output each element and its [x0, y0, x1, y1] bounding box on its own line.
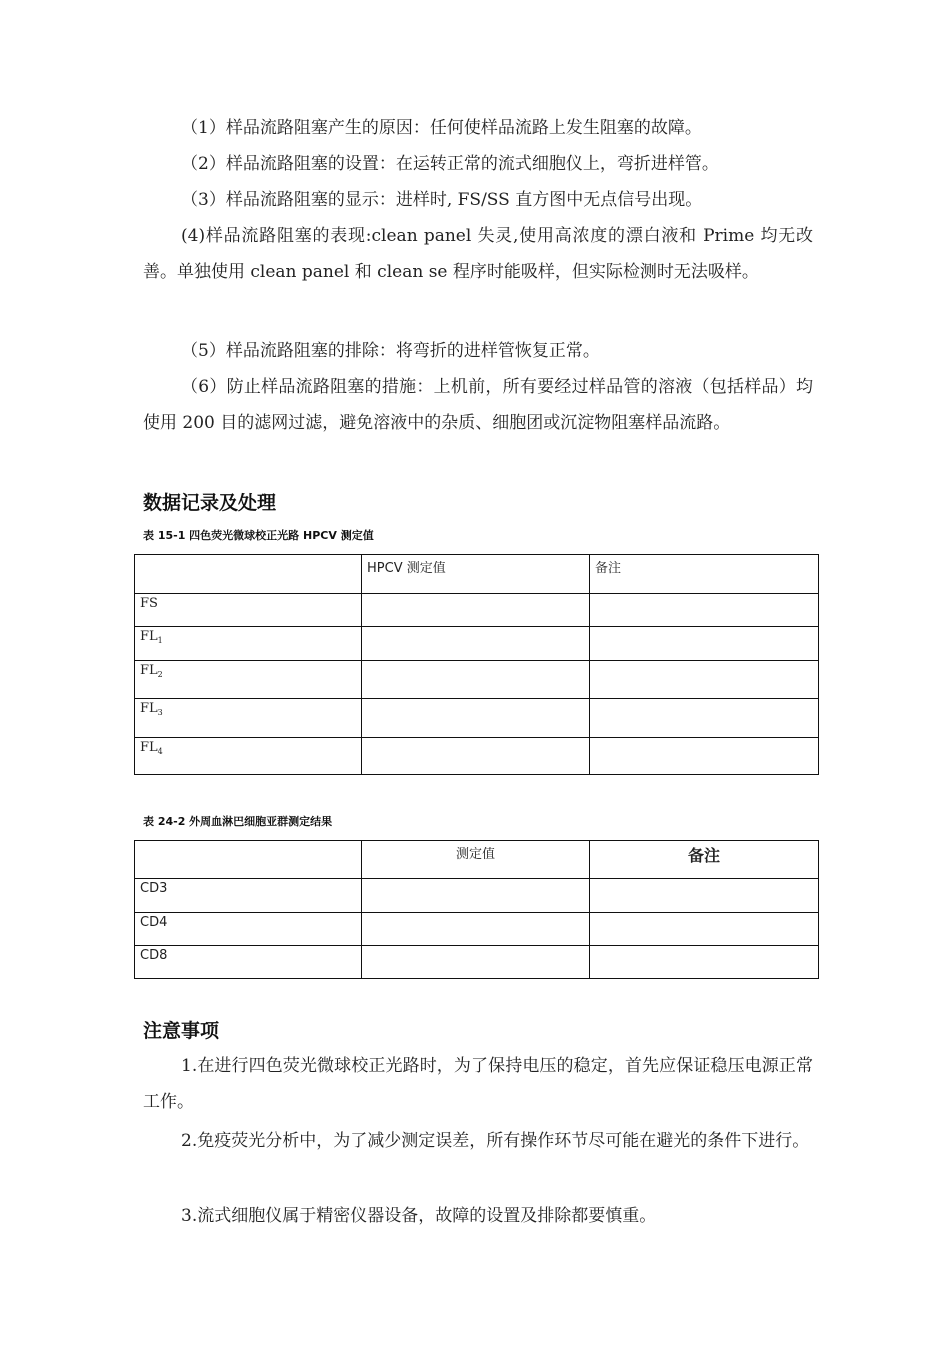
- header-cell-empty: [135, 555, 362, 594]
- row-label: CD4: [135, 913, 362, 946]
- table-row: [135, 594, 819, 627]
- remark-cell[interactable]: [590, 738, 819, 775]
- row-label-subscript: 2: [157, 670, 163, 679]
- value-cell[interactable]: [362, 699, 590, 738]
- header-cell-value: 测定值: [362, 841, 590, 879]
- header-cell-hpcv: HPCV 测定值: [362, 555, 590, 594]
- table-row: [135, 946, 819, 979]
- note-item: 1.在进行四色荧光微球校正光路时，为了保持电压的稳定，首先应保证稳压电源正常工作。: [143, 1056, 813, 1112]
- note-item: 3.流式细胞仪属于精密仪器设备，故障的设置及排除都要慎重。: [181, 1206, 657, 1226]
- row-label-subscript: 3: [157, 708, 163, 717]
- value-cell[interactable]: [362, 879, 590, 913]
- paragraph-display: （3）样品流路阻塞的显示：进样时, FS/SS 直方图中无点信号出现。: [181, 190, 703, 210]
- row-label: [135, 661, 362, 699]
- paragraph-removal: （5）样品流路阻塞的排除：将弯折的进样管恢复正常。: [181, 341, 600, 361]
- table2-caption: 表 24-2 外周血淋巴细胞亚群测定结果: [143, 815, 333, 828]
- row-label: CD3: [135, 879, 362, 913]
- hpcv-table: [134, 554, 819, 775]
- notes-heading: 注意事项: [143, 1020, 220, 1042]
- row-label-text: FS: [140, 596, 158, 611]
- remark-cell[interactable]: [590, 627, 819, 661]
- value-cell[interactable]: [362, 946, 590, 979]
- remark-cell[interactable]: [590, 661, 819, 699]
- row-label: CD8: [135, 946, 362, 979]
- row-label: [135, 699, 362, 738]
- lymphocyte-table: [134, 840, 819, 979]
- table-row: [135, 913, 819, 946]
- remark-cell[interactable]: [590, 699, 819, 738]
- remark-cell[interactable]: [590, 879, 819, 913]
- row-label: [135, 594, 362, 627]
- paragraph-prevention: （6）防止样品流路阻塞的措施：上机前，所有要经过样品管的溶液（包括样品）均使用 200 目的滤网过滤，避免溶液中的杂质、细胞团或沉淀物阻塞样品流路。: [143, 377, 813, 433]
- row-label-text: FL: [140, 740, 158, 755]
- paragraph-setup: （2）样品流路阻塞的设置：在运转正常的流式细胞仪上，弯折进样管。: [181, 154, 719, 174]
- table-header-row: [135, 555, 819, 594]
- table-row: [135, 738, 819, 775]
- header-cell-empty: [135, 841, 362, 879]
- remark-cell[interactable]: [590, 946, 819, 979]
- paragraph-cause: （1）样品流路阻塞产生的原因：任何使样品流路上发生阻塞的故障。: [181, 118, 702, 138]
- table-row: [135, 627, 819, 661]
- note-item: 2.免疫荧光分析中，为了减少测定误差，所有操作环节尽可能在避光的条件下进行。: [181, 1131, 810, 1151]
- row-label-subscript: 1: [157, 636, 163, 645]
- table1-caption: 表 15-1 四色荧光微球校正光路 HPCV 测定值: [143, 529, 374, 542]
- row-label-text: FL: [140, 663, 158, 678]
- value-cell[interactable]: [362, 594, 590, 627]
- row-label: [135, 738, 362, 775]
- row-label-subscript: 4: [157, 747, 163, 756]
- table-header-row: [135, 841, 819, 879]
- table-row: [135, 699, 819, 738]
- paragraph-symptom: (4)样品流路阻塞的表现:clean panel 失灵,使用高浓度的漂白液和 Prime 均无改善。单独使用 clean panel 和 clean se 程序时能吸样，但实际检测时无法吸样。: [143, 226, 813, 282]
- value-cell[interactable]: [362, 627, 590, 661]
- header-cell-remark: 备注: [590, 555, 819, 594]
- remark-cell[interactable]: [590, 913, 819, 946]
- value-cell[interactable]: [362, 913, 590, 946]
- value-cell[interactable]: [362, 661, 590, 699]
- value-cell[interactable]: [362, 738, 590, 775]
- header-cell-remark: 备注: [590, 841, 819, 879]
- row-label: [135, 627, 362, 661]
- remark-cell[interactable]: [590, 594, 819, 627]
- row-label-text: FL: [140, 629, 158, 644]
- table-row: [135, 879, 819, 913]
- table-row: [135, 661, 819, 699]
- data-section-heading: 数据记录及处理: [143, 492, 277, 514]
- row-label-text: FL: [140, 701, 158, 716]
